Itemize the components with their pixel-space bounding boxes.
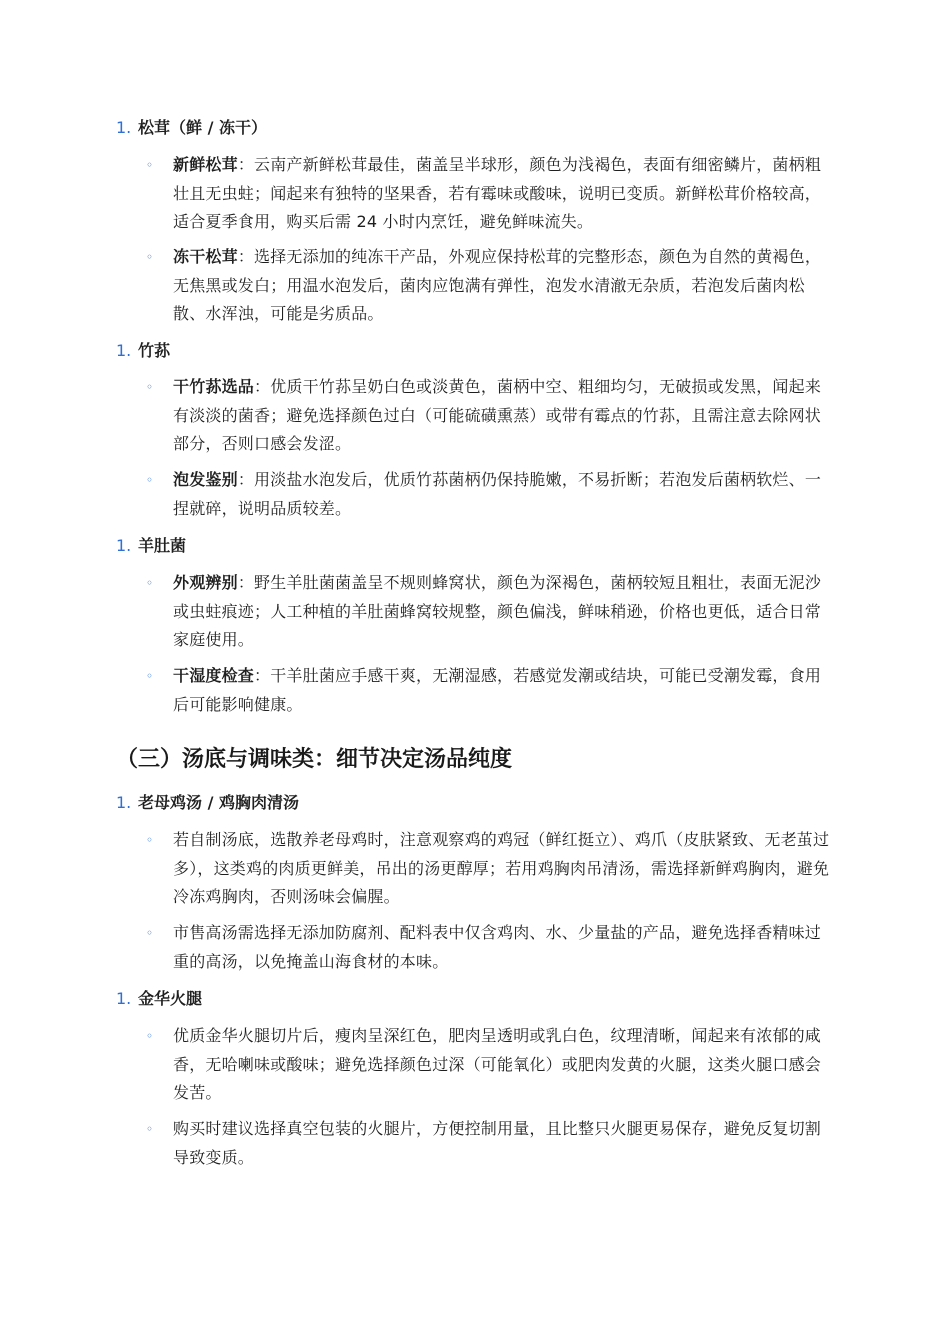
list-item-title (116, 534, 186, 558)
bullet-text (173, 662, 832, 719)
bullet-text (173, 243, 832, 329)
bullet-label: 干竹荪选品 (173, 377, 255, 396)
list-item (146, 569, 832, 655)
bullet-body: ：云南产新鲜松茸最佳，菌盖呈半球形，颜色为浅褐色，表面有细密鳞片，菌柄粗壮且无虫蛀；闻起来有独特的坚果香，若有霉味或酸味，说明已变质。新鲜松茸价格较高，适合夏季食用，购买后需 24 小时内烹饪，避免鲜味流失。 (173, 155, 822, 231)
list-item (146, 919, 832, 976)
bullet-icon: ◦ (146, 576, 154, 590)
bullet-body: ：选择无添加的纯冻干产品，外观应保持松茸的完整形态，颜色为自然的黄褐色，无焦黑或发白；用温水泡发后，菌肉应饱满有弹性，泡发水清澈无杂质，若泡发后菌肉松散、水浑浊，可能是劣质品。 (173, 247, 822, 323)
list-number: 1. (116, 118, 132, 137)
list-item (146, 826, 832, 912)
list-item (146, 1022, 832, 1108)
list-item (146, 151, 832, 237)
bullet-text (173, 569, 832, 655)
list-item (146, 662, 832, 719)
item-title-text: 金华火腿 (138, 989, 203, 1008)
item-title-text: 松茸（鲜 / 冻干） (138, 118, 267, 137)
bullet-label: 新鲜松茸 (173, 155, 238, 174)
bullet-text: 优质金华火腿切片后，瘦肉呈深红色，肥肉呈透明或乳白色，纹理清晰，闻起来有浓郁的咸香，无哈喇味或酸味；避免选择颜色过深（可能氧化）或肥肉发黄的火腿，这类火腿口感会发苦。 (173, 1026, 822, 1102)
bullet-text: 若自制汤底，选散养老母鸡时，注意观察鸡的鸡冠（鲜红挺立）、鸡爪（皮肤紧致、无老茧过多），这类鸡的肉质更鲜美，吊出的汤更醇厚；若用鸡胸肉吊清汤，需选择新鲜鸡胸肉，避免冷冻鸡胸肉，否则汤味会偏腥。 (173, 830, 830, 906)
bullet-icon: ◦ (146, 669, 154, 683)
bullet-icon: ◦ (146, 158, 154, 172)
bullet-label: 泡发鉴别 (173, 470, 238, 489)
list-item (146, 243, 832, 329)
bullet-icon: ◦ (146, 926, 154, 940)
list-item-title (116, 987, 202, 1011)
bullet-label: 干湿度检查 (173, 666, 255, 685)
item-title-text: 老母鸡汤 / 鸡胸肉清汤 (138, 793, 299, 812)
list-item-title (116, 339, 170, 363)
list-number: 1. (116, 793, 132, 812)
bullet-label: 冻干松茸 (173, 247, 238, 266)
item-title-text: 羊肚菌 (138, 536, 187, 555)
bullet-icon: ◦ (146, 1122, 154, 1136)
bullet-icon: ◦ (146, 250, 154, 264)
bullet-body: ：用淡盐水泡发后，优质竹荪菌柄仍保持脆嫩，不易折断；若泡发后菌柄软烂、一捏就碎，说明品质较差。 (173, 470, 822, 518)
item-title-text: 竹荪 (138, 341, 171, 360)
list-item (146, 373, 832, 459)
bullet-label: 外观辨别 (173, 573, 238, 592)
section-heading: （三）汤底与调味类：细节决定汤品纯度 (116, 747, 513, 772)
list-item (146, 466, 832, 523)
bullet-icon: ◦ (146, 833, 154, 847)
bullet-icon: ◦ (146, 1029, 154, 1043)
bullet-body: ：野生羊肚菌菌盖呈不规则蜂窝状，颜色为深褐色，菌柄较短且粗壮，表面无泥沙或虫蛀痕迹；人工种植的羊肚菌蜂窝较规整，颜色偏浅，鲜味稍逊，价格也更低，适合日常家庭使用。 (173, 573, 822, 649)
list-number: 1. (116, 536, 132, 555)
bullet-text (173, 151, 832, 237)
bullet-icon: ◦ (146, 380, 154, 394)
list-number: 1. (116, 341, 132, 360)
bullet-body: ：优质干竹荪呈奶白色或淡黄色，菌柄中空、粗细均匀，无破损或发黑，闻起来有淡淡的菌香；避免选择颜色过白（可能硫磺熏蒸）或带有霉点的竹荪，且需注意去除网状部分，否则口感会发涩。 (173, 377, 822, 453)
bullet-text (173, 373, 832, 459)
bullet-text: 购买时建议选择真空包装的火腿片，方便控制用量，且比整只火腿更易保存，避免反复切割导致变质。 (173, 1119, 822, 1167)
bullet-text: 市售高汤需选择无添加防腐剂、配料表中仅含鸡肉、水、少量盐的产品，避免选择香精味过重的高汤，以免掩盖山海食材的本味。 (173, 923, 822, 971)
list-item-title (116, 116, 267, 140)
bullet-body: ：干羊肚菌应手感干爽，无潮湿感，若感觉发潮或结块，可能已受潮发霉，食用后可能影响健康。 (173, 666, 822, 714)
bullet-icon: ◦ (146, 473, 154, 487)
list-item (146, 1115, 832, 1172)
bullet-text (173, 466, 832, 523)
list-item-title (116, 791, 299, 815)
list-number: 1. (116, 989, 132, 1008)
